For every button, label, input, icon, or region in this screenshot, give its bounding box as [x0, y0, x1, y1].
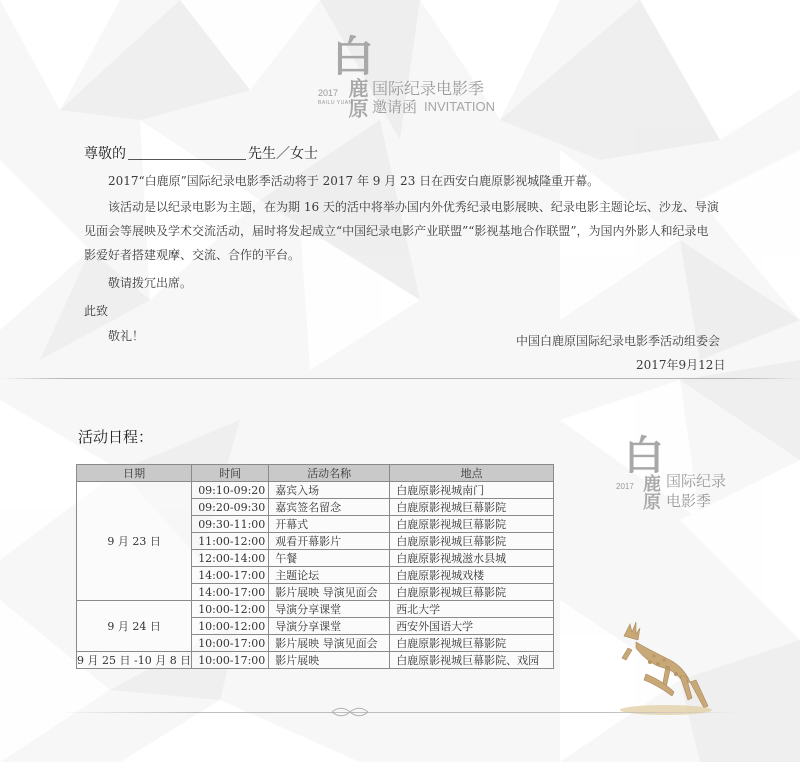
schedule-header-row: [77, 465, 554, 482]
logo-title-line2-cn: 邀请函: [372, 98, 418, 116]
row-time: 10:00-17:00: [192, 652, 269, 669]
row-time: 09:20-09:30: [192, 499, 269, 516]
row-location: 白鹿原影视城戏楼: [390, 567, 554, 584]
row-time: 09:10-09:20: [192, 482, 269, 499]
row-activity: 影片展映: [269, 652, 390, 669]
logo-year: 2017: [318, 88, 339, 98]
group-date: 9 月 24 日: [77, 601, 192, 652]
table-row: [77, 601, 554, 618]
closing-line-2: 敬礼！: [108, 329, 145, 343]
row-time: 10:00-12:00: [192, 618, 269, 635]
row-location: 白鹿原影视城巨幕影院: [390, 533, 554, 550]
group-date: 9 月 23 日: [77, 482, 192, 601]
row-location: 白鹿原影视城巨幕影院: [390, 635, 554, 652]
section-divider: [0, 378, 800, 379]
row-activity: 观看开幕影片: [269, 533, 390, 550]
side-logo-year: 2017: [616, 482, 634, 491]
logo-character: 白: [332, 32, 375, 81]
row-location: 白鹿原影视城滋水县城: [390, 550, 554, 567]
row-location: 白鹿原影视城巨幕影院、戏园: [390, 652, 554, 669]
schedule-title: 活动日程：: [78, 428, 154, 446]
salutation-suffix: 先生／女士: [248, 146, 318, 162]
row-activity: 嘉宾签名留念: [269, 499, 390, 516]
row-location: 西北大学: [390, 601, 554, 618]
header-date: 日期: [77, 465, 192, 482]
row-activity: 午餐: [269, 550, 390, 567]
salutation-prefix: 尊敬的: [84, 146, 126, 162]
row-location: 白鹿原影视城巨幕影院: [390, 499, 554, 516]
bottom-divider: [60, 712, 740, 713]
side-logo-character-secondary: 鹿原: [640, 474, 661, 510]
row-activity: 开幕式: [269, 516, 390, 533]
logo-title-line1: 国际纪录电影季: [372, 79, 485, 98]
signature: 中国白鹿原国际纪录电影季活动组委会: [516, 334, 721, 348]
header-location: 地点: [390, 465, 554, 482]
letter-paragraph-3: 敬请拨冗出席。: [108, 276, 193, 290]
deer-sculpture-image: [606, 618, 726, 716]
row-activity: 嘉宾入场: [269, 482, 390, 499]
row-location: 白鹿原影视城巨幕影院: [390, 584, 554, 601]
letter-paragraph-2-line-1: 该活动是以纪录电影为主题，在为期 16 天的活中将举办国内外优秀纪录电影展映、纪录电影主题论坛、沙龙、导演: [108, 200, 719, 214]
row-location: 白鹿原影视城巨幕影院: [390, 516, 554, 533]
row-activity: 影片展映 导演见面会: [269, 635, 390, 652]
side-logo-character: 白: [624, 432, 664, 479]
table-row: [77, 482, 554, 499]
group-date: 9 月 25 日 -10 月 8 日: [77, 652, 192, 669]
letter-date: 2017年9月12日: [636, 358, 726, 372]
row-activity: 主题论坛: [269, 567, 390, 584]
logo-title-line2-en: INVITATION: [424, 99, 496, 114]
letter-paragraph-2-line-3: 影爱好者搭建观摩、交流、合作的平台。: [84, 248, 301, 262]
row-time: 10:00-17:00: [192, 635, 269, 652]
row-time: 10:00-12:00: [192, 601, 269, 618]
row-activity: 影片展映 导演见面会: [269, 584, 390, 601]
header-time: 时间: [192, 465, 269, 482]
row-location: 白鹿原影视城南门: [390, 482, 554, 499]
row-time: 12:00-14:00: [192, 550, 269, 567]
row-time: 14:00-17:00: [192, 584, 269, 601]
row-time: 11:00-12:00: [192, 533, 269, 550]
closing-line-1: 此致: [84, 304, 109, 318]
letter-paragraph-1: 2017“白鹿原”国际纪录电影季活动将于 2017 年 9 月 23 日在西安白鹿原影视城隆重开幕。: [108, 174, 600, 188]
letter-paragraph-2-line-2: 见面会等展映及学术交流活动，届时将发起成立“中国纪录电影产业联盟”“影视基地合作联盟”，为国内外影人和纪录电: [84, 224, 709, 238]
header-logo: [318, 32, 518, 118]
divider-ornament: [330, 707, 370, 717]
row-time: 09:30-11:00: [192, 516, 269, 533]
logo-small-caption: BAILU YUAN: [318, 100, 353, 106]
table-row: [77, 652, 554, 669]
side-logo-title-line2: 电影季: [666, 492, 712, 510]
schedule-table: [76, 464, 554, 669]
row-location: 西安外国语大学: [390, 618, 554, 635]
header-activity: 活动名称: [269, 465, 390, 482]
row-activity: 导演分享课堂: [269, 618, 390, 635]
side-logo: [616, 432, 736, 526]
row-time: 14:00-17:00: [192, 567, 269, 584]
name-blank-line: [128, 145, 246, 160]
row-activity: 导演分享课堂: [269, 601, 390, 618]
side-logo-title-line1: 国际纪录: [666, 472, 727, 490]
logo-character-secondary: 鹿原: [345, 78, 369, 118]
salutation: [84, 144, 318, 165]
